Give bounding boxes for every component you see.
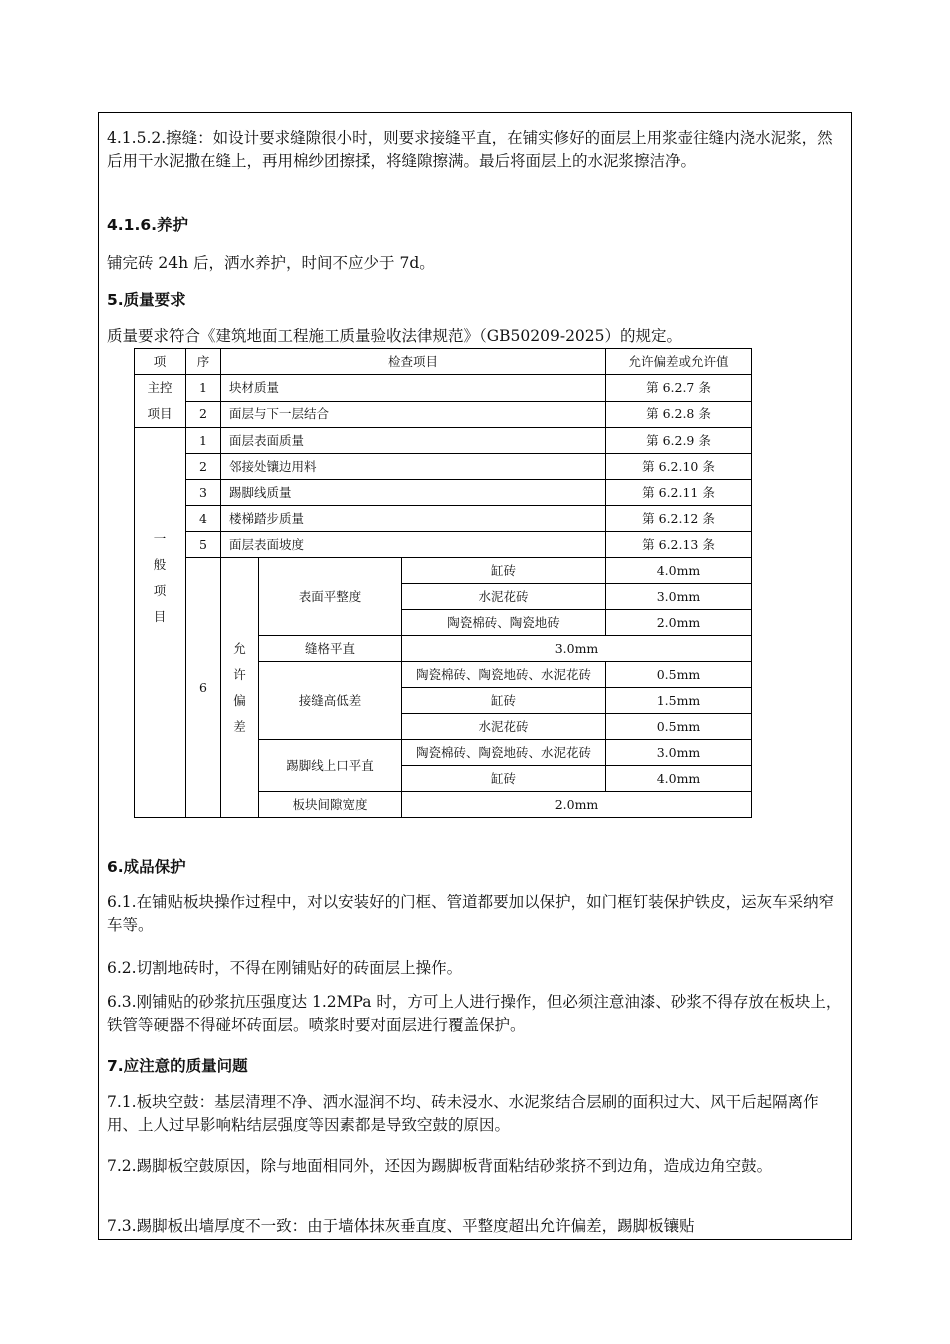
material-cell: 陶瓷棉砖、陶瓷地砖 [402, 610, 606, 636]
para-4-1-5-2: 4.1.5.2.擦缝：如设计要求缝隙很小时，则要求接缝平直，在铺实修好的面层上用浆壶往缝内浇水泥浆，然后用干水泥撒在缝上，再用棉纱团擦揉，将缝隙擦满。最后将面层上的水泥浆擦洁净。 [107, 129, 833, 170]
allow-value-cell: 第 6.2.12 条 [606, 506, 752, 532]
para-7-2: 7.2.踢脚板空鼓原因，除与地面相同外，还因为踢脚板背面粘结砂浆挤不到边角，造成边角空鼓。 [107, 1157, 773, 1175]
quality-table [134, 348, 752, 818]
seq-cell: 6 [186, 558, 221, 818]
dev-item-label: 板块间隙宽度 [259, 792, 402, 818]
para-4-1-6: 铺完砖 24h 后，洒水养护，时间不应少于 7d。 [107, 254, 435, 272]
table-row [135, 558, 752, 584]
seq-cell: 2 [186, 401, 221, 428]
dev-value-cell: 3.0mm [402, 636, 752, 662]
dev-item-label: 接缝高低差 [259, 662, 402, 740]
material-cell: 水泥花砖 [402, 714, 606, 740]
main-group-label: 主控项目 [135, 375, 186, 428]
table-row [135, 375, 752, 402]
para-7-3: 7.3.踢脚板出墙厚度不一致：由于墙体抹灰垂直度、平整度超出允许偏差，踢脚板镶贴 [107, 1217, 695, 1235]
seq-cell: 4 [186, 506, 221, 532]
check-item-cell: 邻接处镶边用料 [221, 454, 606, 480]
seq-cell: 2 [186, 454, 221, 480]
dev-value-cell: 1.5mm [606, 688, 752, 714]
table-row [135, 428, 752, 454]
table-header-row [135, 349, 752, 375]
general-group-label: 一般项目 [135, 428, 186, 818]
heading-7: 7.应注意的质量问题 [107, 1057, 248, 1075]
table-row [135, 401, 752, 428]
dev-item-label: 表面平整度 [259, 558, 402, 636]
header-allow: 允许偏差或允许值 [606, 349, 752, 375]
dev-value-cell: 3.0mm [606, 584, 752, 610]
allow-value-cell: 第 6.2.7 条 [606, 375, 752, 402]
seq-cell: 5 [186, 532, 221, 558]
dev-value-cell: 4.0mm [606, 558, 752, 584]
seq-cell: 3 [186, 480, 221, 506]
dev-value-cell: 3.0mm [606, 740, 752, 766]
allow-value-cell: 第 6.2.8 条 [606, 401, 752, 428]
material-cell: 缸砖 [402, 558, 606, 584]
para-7-1: 7.1.板块空鼓：基层清理不净、洒水湿润不均、砖未浸水、水泥浆结合层刷的面积过大、风干后起隔离作用、上人过早影响粘结层强度等因素都是导致空鼓的原因。 [107, 1093, 819, 1134]
seq-cell: 1 [186, 428, 221, 454]
header-seq: 序 [186, 349, 221, 375]
allow-value-cell: 第 6.2.9 条 [606, 428, 752, 454]
dev-value-cell: 4.0mm [606, 766, 752, 792]
material-cell: 缸砖 [402, 688, 606, 714]
table-row [135, 506, 752, 532]
check-item-cell: 面层表面质量 [221, 428, 606, 454]
check-item-cell: 块材质量 [221, 375, 606, 402]
header-item: 项 [135, 349, 186, 375]
dev-value-cell: 2.0mm [402, 792, 752, 818]
allow-dev-label: 允许偏差 [221, 558, 259, 818]
dev-value-cell: 2.0mm [606, 610, 752, 636]
dev-item-label: 缝格平直 [259, 636, 402, 662]
material-cell: 缸砖 [402, 766, 606, 792]
heading-5: 5.质量要求 [107, 291, 186, 309]
allow-value-cell: 第 6.2.11 条 [606, 480, 752, 506]
material-cell: 陶瓷棉砖、陶瓷地砖、水泥花砖 [402, 740, 606, 766]
check-item-cell: 面层表面坡度 [221, 532, 606, 558]
para-6-3: 6.3.刚铺贴的砂浆抗压强度达 1.2MPa 时，方可上人进行操作，但必须注意油漆、砂浆不得存放在板块上，铁管等硬器不得碰坏砖面层。喷浆时要对面层进行覆盖保护。 [107, 993, 842, 1034]
heading-4-1-6: 4.1.6.养护 [107, 216, 189, 234]
check-item-cell: 踢脚线质量 [221, 480, 606, 506]
dev-value-cell: 0.5mm [606, 662, 752, 688]
dev-item-label: 踢脚线上口平直 [259, 740, 402, 792]
check-item-cell: 面层与下一层结合 [221, 401, 606, 428]
header-check: 检查项目 [221, 349, 606, 375]
allow-value-cell: 第 6.2.13 条 [606, 532, 752, 558]
seq-cell: 1 [186, 375, 221, 402]
para-6-1: 6.1.在铺贴板块操作过程中，对以安装好的门框、管道都要加以保护，如门框钉装保护铁皮，运灰车采纳窄车等。 [107, 893, 835, 934]
check-item-cell: 楼梯踏步质量 [221, 506, 606, 532]
table-row [135, 532, 752, 558]
para-6-2: 6.2.切割地砖时，不得在刚铺贴好的砖面层上操作。 [107, 959, 463, 977]
table-row [135, 480, 752, 506]
material-cell: 水泥花砖 [402, 584, 606, 610]
allow-value-cell: 第 6.2.10 条 [606, 454, 752, 480]
dev-value-cell: 0.5mm [606, 714, 752, 740]
material-cell: 陶瓷棉砖、陶瓷地砖、水泥花砖 [402, 662, 606, 688]
heading-6: 6.成品保护 [107, 858, 186, 876]
para-5: 质量要求符合《建筑地面工程施工质量验收法律规范》（GB50209-2025）的规定。 [107, 327, 683, 345]
table-row [135, 454, 752, 480]
